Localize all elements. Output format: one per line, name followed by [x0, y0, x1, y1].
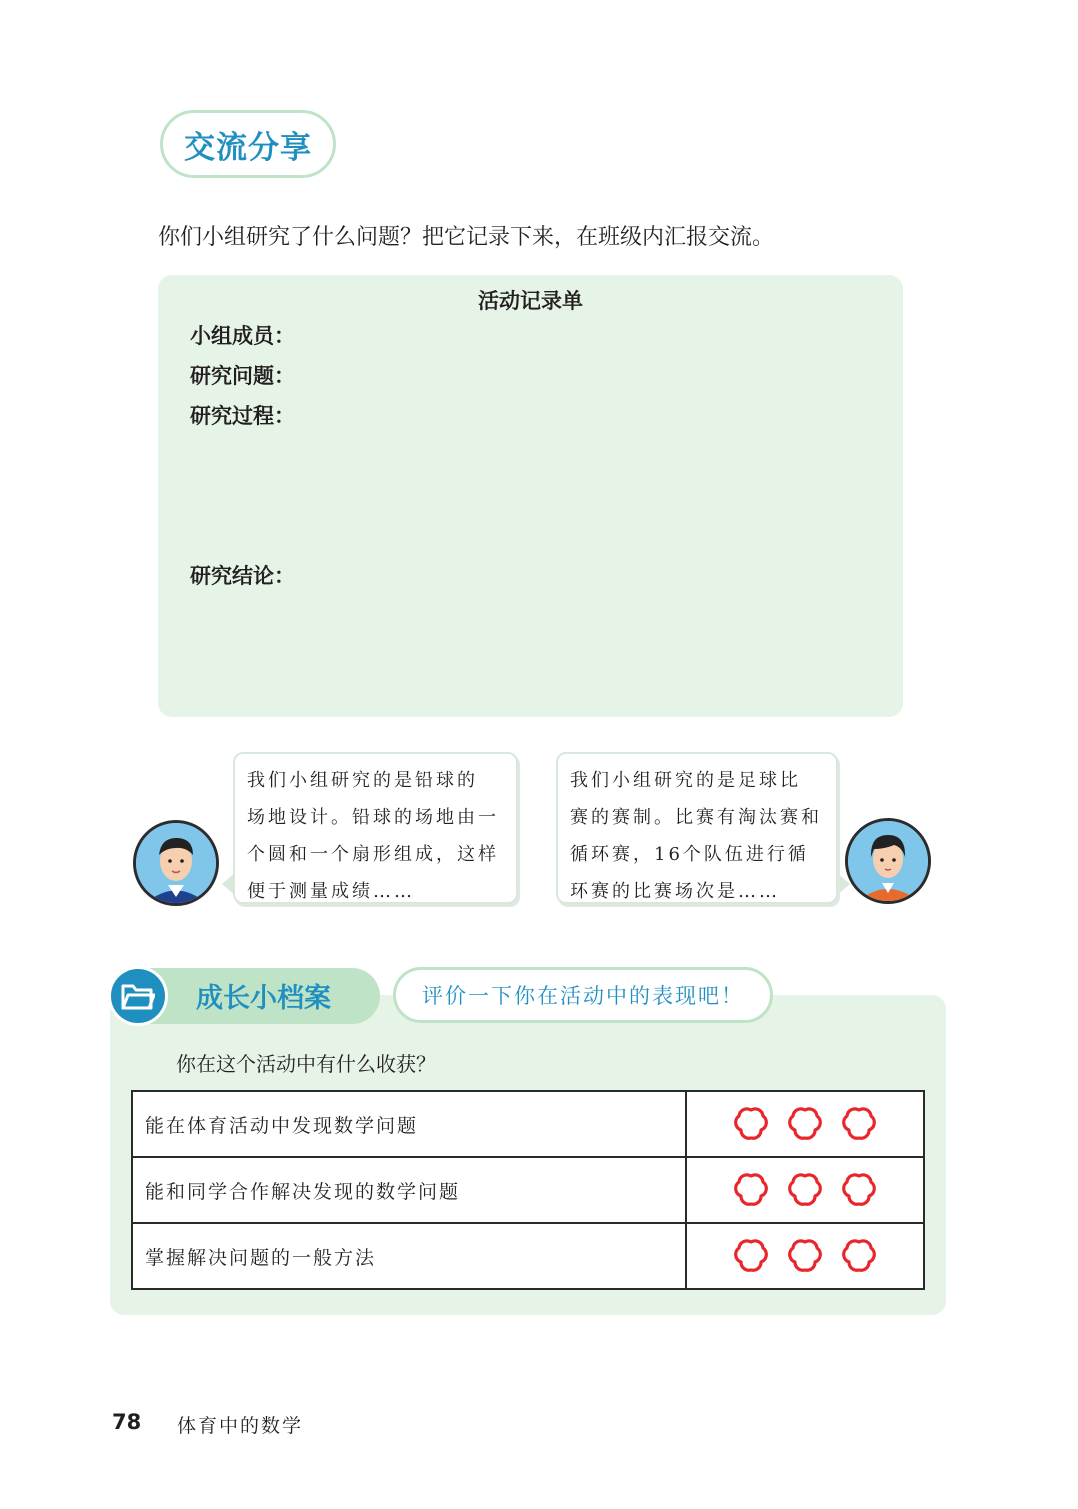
- prompt-text: 你们小组研究了什么问题？把它记录下来，在班级内汇报交流。: [158, 225, 775, 250]
- flower-outline-icon[interactable]: [836, 1233, 882, 1279]
- flower-outline-icon[interactable]: [782, 1233, 828, 1279]
- flower-outline-icon[interactable]: [728, 1233, 774, 1279]
- bubble-right-line: 我们小组研究的是足球比: [570, 770, 801, 791]
- field-conclusion: 研究结论：: [190, 564, 295, 588]
- evaluation-table: [131, 1090, 925, 1290]
- bubble-left-line: 个圆和一个扇形组成，这样: [247, 844, 499, 865]
- criterion-cell: 掌握解决问题的一般方法: [132, 1223, 686, 1289]
- flower-outline-icon[interactable]: [728, 1101, 774, 1147]
- table-row: [132, 1091, 924, 1157]
- flower-outline-icon[interactable]: [836, 1101, 882, 1147]
- rating-cell: [686, 1223, 924, 1289]
- bubble-left-line: 场地设计。铅球的场地由一: [247, 807, 499, 828]
- boy-avatar: [133, 820, 219, 906]
- bubble-right-line: 循环赛，16个队伍进行循: [570, 844, 809, 865]
- criterion-cell: 能和同学合作解决发现的数学问题: [132, 1157, 686, 1223]
- bubble-right-line: 环赛的比赛场次是……: [570, 881, 780, 902]
- flower-outline-icon[interactable]: [782, 1101, 828, 1147]
- bubble-left-line: 我们小组研究的是铅球的: [247, 770, 478, 791]
- page-number: 78: [112, 1410, 142, 1434]
- speech-bubble-left: [233, 752, 518, 904]
- section-title: 交流分享: [160, 110, 336, 178]
- field-members: 小组成员：: [190, 324, 295, 348]
- folder-icon: [108, 966, 168, 1026]
- girl-avatar: [845, 818, 931, 904]
- flower-outline-icon[interactable]: [728, 1167, 774, 1213]
- evaluate-prompt: 评价一下你在活动中的表现吧！: [393, 967, 773, 1023]
- harvest-question: 你在这个活动中有什么收获？: [176, 1052, 436, 1076]
- field-question: 研究问题：: [190, 364, 295, 388]
- field-process: 研究过程：: [190, 404, 295, 428]
- rating-cell: [686, 1091, 924, 1157]
- record-sheet-title: 活动记录单: [478, 289, 583, 313]
- criterion-cell: 能在体育活动中发现数学问题: [132, 1091, 686, 1157]
- table-row: [132, 1223, 924, 1289]
- footer-title: 体育中的数学: [177, 1415, 304, 1437]
- flower-outline-icon[interactable]: [782, 1167, 828, 1213]
- table-row: [132, 1157, 924, 1223]
- rating-cell: [686, 1157, 924, 1223]
- bubble-left-line: 便于测量成绩……: [247, 881, 415, 902]
- flower-outline-icon[interactable]: [836, 1167, 882, 1213]
- bubble-right-line: 赛的赛制。比赛有淘汰赛和: [570, 807, 822, 828]
- speech-bubble-right: [556, 752, 838, 904]
- growth-title: 成长小档案: [196, 983, 331, 1014]
